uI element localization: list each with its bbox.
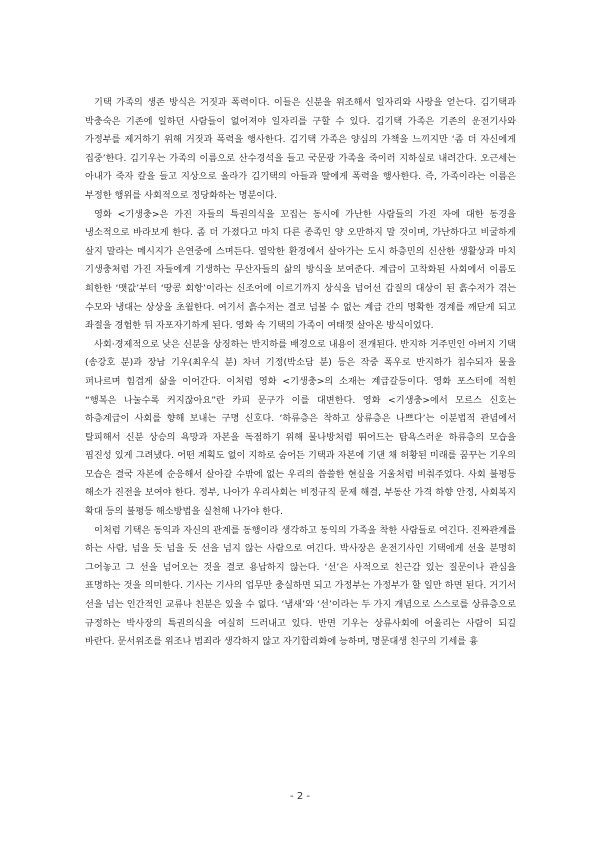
paragraph-family-survival: 기택 가족의 생존 방식은 거짓과 폭력이다. 이들은 신분을 위조해서 일자리와 사랑을 얻는다. 김기택과 박충숙은 기존에 일하던 사람들이 없어져야 일자리를 구할 수 있다. 김기택 가족은 기존의 운전기사와 가정부를 제거하기 위해 거짓과 폭력을 행사한다. 김기택 가족은 양심의 가책을 느끼지만 ‘좀 더 자신에게 집중’한다. 김기우는 가족의 이름으로 산수경석을 들고 국문광 가족을 죽이러 지하실로 내려간다. 오근세는 아내가 죽자 칼을 들고 지상으로 올라가 김기택의 아들과 딸에게 폭력을 행사한다. 즉, 가족이라는 이름은 부정한 행위를 사회적으로 정당화하는 명분이다. xyxy=(85,97,516,201)
paragraph-parasite-privilege: 영화 <기생충>은 가진 자들의 특권의식을 꼬집는 동시에 가난한 사람들의 가진 자에 대한 동경을 냉소적으로 바라보게 한다. 좀 더 가졌다고 마치 다른 종족인 양 오만하지 말 것이며, 가난하다고 비굴하게 살지 말라는 메시지가 은연중에 스며든다. 열악한 환경에서 살아가는 도시 하층민의 신산한 생활상과 마치 기생충처럼 가진 자들에게 기생하는 무산자들의 삶의 방식을 보여준다. 계급이 고착화된 사회에서 이름도 희한한 ‘맷값’부터 ‘땅콩 회항’이라는 신조어에 이르기까지 상식을 넘어선 갑질의 대상이 된 흙수저가 겪는 수모와 냉대는 상상을 초월한다. 여기서 흙수저는 결코 넘볼 수 없는 계급 간의 명확한 경계를 깨닫게 되고 좌절을 경험한 뒤 자포자기하게 된다. 영화 속 기택의 가족이 여태껏 살아온 방식이었다. xyxy=(85,208,516,332)
paragraph-line-concept: 이처럼 기택은 동익과 자신의 관계를 동행이라 생각하고 동익의 가족을 착한 사람들로 여긴다. 진짜관계를 하는 사람, 넘을 듯 넘을 듯 선을 넘지 않는 사람으로 여긴다. 박사장은 운전기사인 기택에게 선을 분명히 그어놓고 그 선을 넘어오는 것을 결코 용납하지 않는다. ‘선’은 사적으로 친근감 있는 질문이나 관심을 표명하는 것을 의미한다. 기사는 기사의 업무만 충실하면 되고 가정부는 가정부가 할 일만 하면 된다. 거기서 선을 넘는 인간적인 교류나 친분은 있을 수 없다. ‘냄새’와 ‘선’이라는 두 가지 개념으로 스스로를 상류층으로 규정하는 박사장의 특권의식을 여실히 드러내고 있다. 반면 기우는 상류사회에 어울리는 사람이 되길 바란다. 문서위조를 위조나 범죄라 생각하지 않고 자기합리화에 능하며, 명문대생 친구의 기세를 흉 xyxy=(85,524,516,648)
page-number: - 2 - xyxy=(290,791,310,802)
document-body xyxy=(85,94,516,652)
paragraph-class-conflict: 사회·경제적으로 낮은 신분을 상징하는 반지하를 배경으로 내용이 전개된다. 반지하 거주민인 아버지 기택(송강호 분)과 장남 기우(최우식 분) 차녀 기정(박소담 분) 등은 작중 폭우로 반지하가 침수되자 물을 퍼나르며 힘겹게 삶을 이어간다. 이처럼 영화 <기생충>의 소재는 계급갈등이다. 영화 포스터에 적힌 “행복은 나눌수록 커지잖아요”란 카피 문구가 이를 대변한다. 영화 <기생충>에서 모르스 신호는 하층계급이 사회를 향해 보내는 구명 신호다. ‘하류층은 착하고 상류층은 나쁘다’는 이분법적 관념에서 탈피해서 신분 상승의 욕망과 자본을 독점하기 위해 물나방처럼 뛰어드는 탐욕스러운 하류층의 모습을 핍진성 있게 그려냈다. 어떤 계획도 없이 지하로 숨어든 기택과 자본에 기댄 채 허황된 미래를 꿈꾸는 기우의 모습은 결국 자본에 순응해서 살아갈 수밖에 없는 우리의 씁쓸한 현실을 거울처럼 비춰주었다. 사회 불평등 해소가 진전을 보여야 한다. 정부, 나아가 우리사회는 비정규직 문제 해결, 부동산 가격 하향 안정, 사회복지 확대 등의 불평등 해소방법을 실천해 나가야 한다. xyxy=(85,338,516,518)
